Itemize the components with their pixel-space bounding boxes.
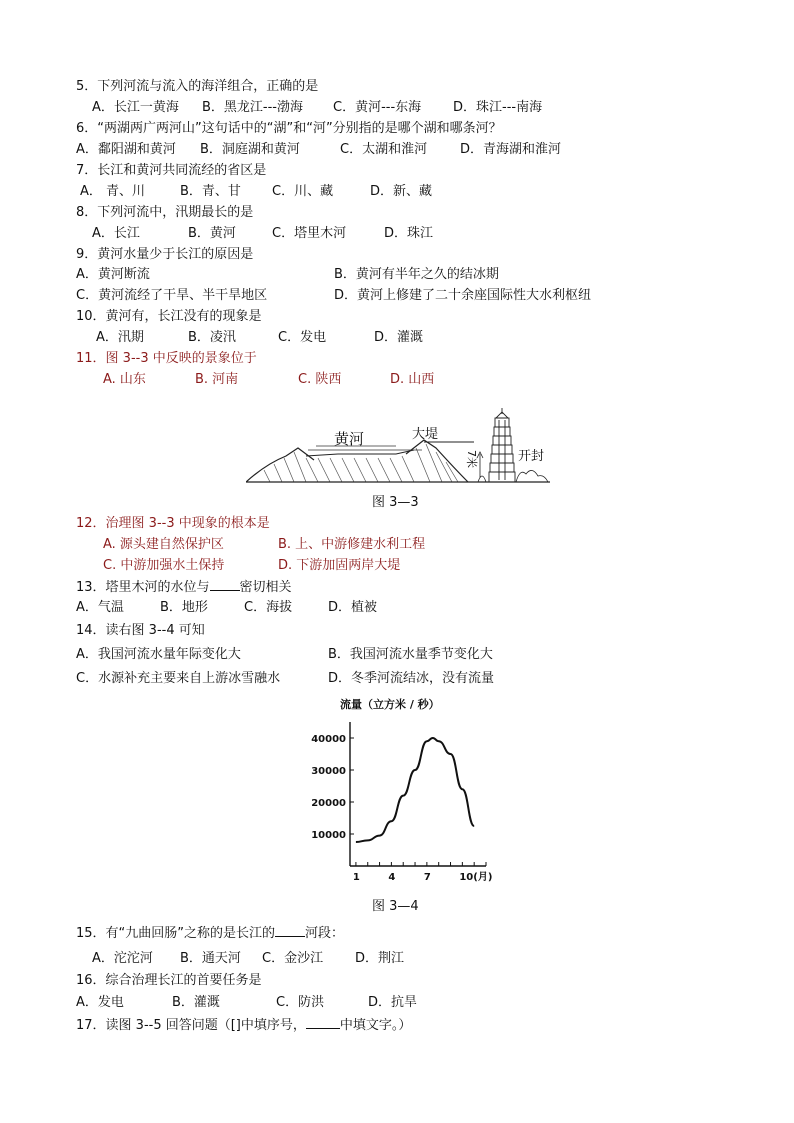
river-label: 黄河 [334,430,365,448]
q10-option-a: A．汛期 [96,330,144,345]
q9-option-b: B．黄河有半年之久的结冰期 [334,267,499,282]
q11-option-c: C. 陕西 [298,372,342,387]
q16-option-c: C．防洪 [276,995,325,1010]
q10-option-c: C．发电 [278,330,327,345]
q8-option-c: C．塔里木河 [272,226,347,241]
q10-option-d: D．灌溉 [374,330,424,345]
q5-option-d: D．珠江---南海 [453,100,543,115]
q11-option-d: D. 山西 [390,372,435,387]
q9-option-d: D．黄河上修建了二十余座国际性大水利枢纽 [334,288,592,303]
question-6-stem: 6．“两湖两广两河山”这句话中的“湖”和“河”分别指的是哪个湖和哪条河？ [76,121,502,136]
q6-option-c: C．太湖和淮河 [340,142,428,157]
q8-option-b: B．黄河 [188,226,236,241]
y-tick-label: 10000 [311,830,346,841]
figure-3-3-caption: 图 3—3 [372,495,419,510]
q13-option-d: D．植被 [328,600,378,615]
dike-label: 大堤 [412,427,439,442]
q12-option-c: C. 中游加强水土保持 [103,558,225,573]
q13-option-b: B．地形 [160,600,208,615]
q16-option-a: A．发电 [76,995,124,1010]
q8-option-a: A．长江 [92,226,140,241]
q7-option-d: D．新、藏 [370,184,433,199]
y-tick-label: 30000 [311,766,346,777]
y-tick-label: 40000 [311,734,346,745]
q9-option-a: A．黄河断流 [76,267,150,282]
height-label: 7米 [465,450,478,468]
q11-option-a: A. 山东 [103,372,146,387]
chart-title: 流量（立方米 / 秒） [340,698,440,711]
answer-blank [210,578,240,591]
q6-option-b: B．洞庭湖和黄河 [200,142,300,157]
q5-option-b: B．黑龙江---渤海 [202,100,303,115]
q7-option-a: A． 青、川 [80,184,146,199]
q5-option-a: A．长江一黄海 [92,100,179,115]
q14-option-c: C．水源补充主要来自上游冰雪融水 [76,671,281,686]
question-16-stem: 16．综合治理长江的首要任务是 [76,973,262,988]
city-label: 开封 [518,449,545,464]
x-tick-label: 1 [352,872,360,883]
answer-blank [275,924,305,937]
flow-series-line [356,738,474,842]
question-12-stem: 12．治理图 3--3 中现象的根本是 [76,516,270,531]
q7-option-c: C．川、藏 [272,184,334,199]
x-tick-label: 7 [423,872,431,883]
answer-blank [306,1016,340,1029]
figure-3-4-chart [300,692,496,892]
q12-option-a: A. 源头建自然保护区 [103,537,224,552]
q16-option-b: B．灌溉 [172,995,220,1010]
question-14-stem: 14．读右图 3--4 可知 [76,623,205,638]
q10-option-b: B．凌汛 [188,330,236,345]
q12-option-d: D. 下游加固两岸大堤 [278,558,401,573]
q14-option-b: B．我国河流水量季节变化大 [328,647,493,662]
figure-3-3-diagram [246,404,550,486]
question-11-stem: 11．图 3--3 中反映的景象位于 [76,351,257,366]
q16-option-d: D．抗旱 [368,995,418,1010]
x-tick-label: 4 [388,872,396,883]
q9-option-c: C．黄河流经了干旱、半干旱地区 [76,288,268,303]
question-5-stem: 5．下列河流与流入的海洋组合，正确的是 [76,79,319,94]
q15-option-c: C．金沙江 [262,951,324,966]
q13-option-a: A．气温 [76,600,124,615]
q15-option-a: A．沱沱河 [92,951,153,966]
question-9-stem: 9．黄河水量少于长江的原因是 [76,247,254,262]
q6-option-a: A．鄱阳湖和黄河 [76,142,176,157]
figure-3-4-caption: 图 3—4 [372,899,419,914]
q5-option-c: C．黄河---东海 [333,100,422,115]
q14-option-d: D．冬季河流结冰，没有流量 [328,671,495,686]
q8-option-d: D．珠江 [384,226,434,241]
q13-option-c: C．海拔 [244,600,293,615]
q12-option-b: B. 上、中游修建水利工程 [278,537,426,552]
q7-option-b: B．青、甘 [180,184,241,199]
q6-option-d: D．青海湖和淮河 [460,142,562,157]
q11-option-b: B. 河南 [195,372,239,387]
q15-option-d: D．荆江 [355,951,405,966]
q15-option-b: B．通天河 [180,951,241,966]
question-15-stem: 15．有“九曲回肠”之称的是长江的 河段： [76,926,345,941]
y-tick-label: 20000 [311,798,346,809]
question-13-stem: 13．塔里木河的水位与 密切相关 [76,580,292,595]
x-tick-label: 10(月) [459,872,493,883]
question-10-stem: 10．黄河有，长江没有的现象是 [76,309,262,324]
question-17-stem: 17．读图 3--5 回答问题（[]中填序号， 中填文字。） [76,1018,412,1033]
question-7-stem: 7．长江和黄河共同流经的省区是 [76,163,267,178]
q14-option-a: A．我国河流水量年际变化大 [76,647,241,662]
question-8-stem: 8．下列河流中，汛期最长的是 [76,205,254,220]
